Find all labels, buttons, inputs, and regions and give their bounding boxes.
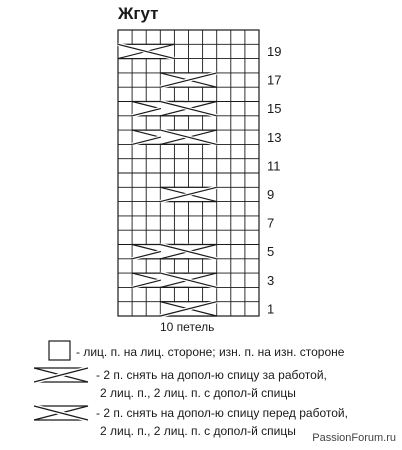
row-number: 5 <box>267 244 275 260</box>
legend-cable-back-text <box>96 366 327 402</box>
cable-crossing <box>160 302 216 316</box>
watermark: PassionForum.ru <box>312 432 396 444</box>
row-number: 17 <box>267 72 282 88</box>
legend-cable-front-line1: - 2 п. снять на допол-ю спицу перед работой, <box>96 406 348 420</box>
legend-cable-front-line2: 2 лиц. п., 2 лиц. п. с допол-й спицы <box>100 424 296 438</box>
cable-crossing <box>160 73 216 87</box>
legend-knit-line: - лиц. п. на лиц. стороне; изн. п. на изн. стороне <box>76 345 345 359</box>
row-number: 15 <box>267 101 282 117</box>
cable-crossing <box>160 102 216 116</box>
cable-crossing <box>160 273 216 287</box>
row-number: 7 <box>267 215 275 231</box>
row-number: 19 <box>267 43 282 59</box>
cable-crossing <box>160 130 216 144</box>
row-number: 3 <box>267 272 275 288</box>
row-number: 11 <box>267 158 281 174</box>
cable-crossing <box>160 245 216 259</box>
stitch-count-label: 10 петель <box>160 320 215 334</box>
legend-knit-text <box>76 343 344 361</box>
cable-front-symbol <box>32 404 90 422</box>
legend-cable-back-line2: 2 лиц. п., 2 лиц. п. с допол-й спицы <box>100 386 296 400</box>
legend-cable-front-text <box>96 404 348 440</box>
row-number: 1 <box>267 301 275 317</box>
row-number: 9 <box>267 186 275 202</box>
chart-title: Жгут <box>118 4 159 23</box>
knit-stitch-symbol <box>48 340 72 362</box>
cable-crossing <box>160 187 216 201</box>
cable-crossing <box>118 44 174 58</box>
row-number: 13 <box>267 129 282 145</box>
cable-back-symbol <box>32 366 90 384</box>
legend-cable-back-line1: - 2 п. снять на допол-ю спицу за работой, <box>96 368 327 382</box>
